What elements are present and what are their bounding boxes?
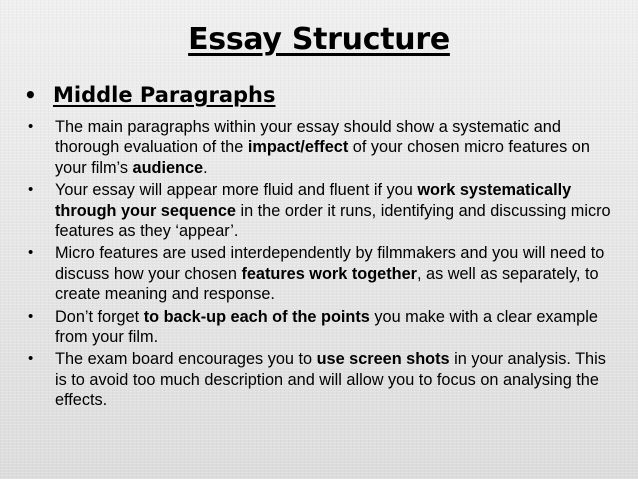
slide-title-text: Essay Structure [188,22,450,57]
point-text: you make with a clear example from your film. [55,307,598,347]
bullet-dot: • [28,244,34,262]
point-emphasis: features work together [241,264,417,283]
heading-bullet: • [24,83,37,107]
bullet-point-4 [24,307,614,348]
point-emphasis: to back-up each of the points [143,307,370,326]
point-text: The exam board encourages you to [55,350,317,369]
point-emphasis: use screen shots [316,350,450,369]
section-heading [24,80,275,110]
point-text: Your essay will appear more fluid and fluent if you [55,181,418,200]
point-emphasis: impact/effect [247,138,349,157]
bullet-point-2 [24,180,614,241]
slide-title [0,22,638,58]
point-text: in the order it runs, identifying and discussing micro features as they ‘appear’. [55,201,611,241]
point-text: of your chosen micro features on your film’s [55,138,590,177]
bullet-dot: • [28,350,34,368]
bullet-dot: • [28,118,34,135]
point-text: Don’t forget [55,307,144,326]
bullet-list [24,117,614,413]
bullet-point-3 [24,243,614,304]
point-text: The main paragraphs within your essay should show a systematic and thorough evaluation of the [55,118,561,157]
bullet-point-5 [24,349,614,410]
bullet-dot: • [28,181,34,199]
point-text: . [203,158,208,177]
point-emphasis: work systematically through your sequence [55,181,572,220]
section-heading-text: Middle Paragraphs [53,83,276,107]
point-text: , as well as separately, to create meaning and response. [55,264,599,304]
bullet-point-1 [24,117,614,178]
bullet-dot: • [28,307,34,325]
point-text: Micro features are used interdependently by filmmakers and you will need to discuss how your chosen [55,244,605,283]
point-text: in your analysis. This is to avoid too much description and will allow you to focus on analysing the effects. [55,350,606,410]
point-emphasis: audience [132,158,204,177]
